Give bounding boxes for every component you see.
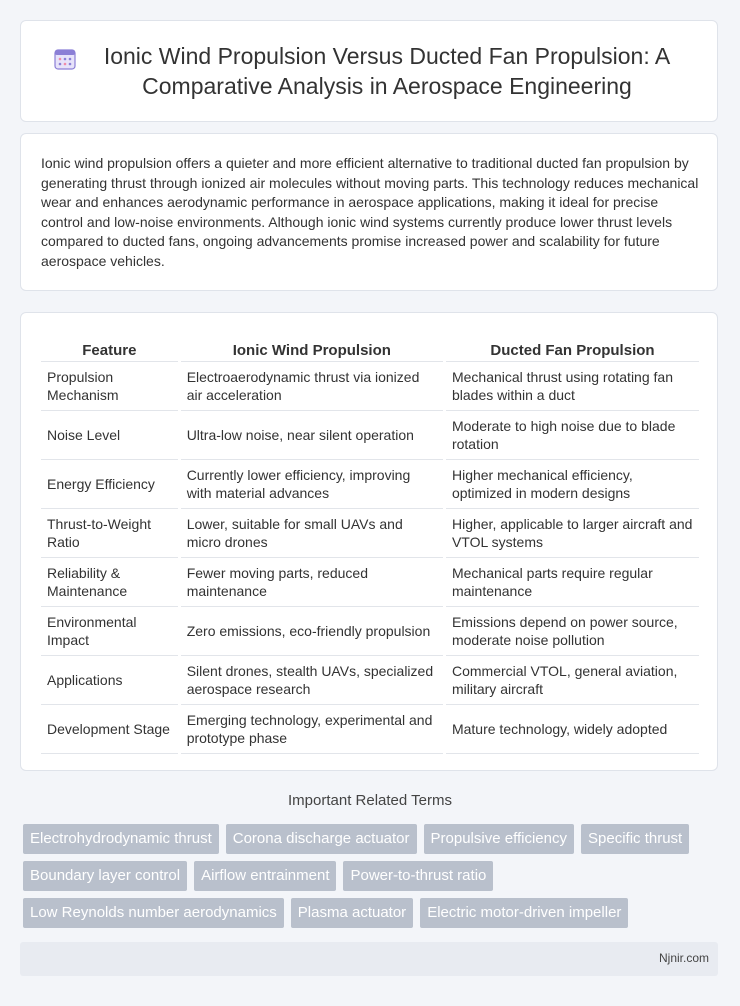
ionic-cell: Ultra-low noise, near silent operation [179,411,444,460]
ionic-cell: Zero emissions, eco-friendly propulsion [179,607,444,656]
header-ducted-fan: Ducted Fan Propulsion [444,333,699,362]
related-term-tag[interactable]: Propulsive efficiency [424,824,574,854]
table-header-row [41,333,699,362]
calendar-icon [53,47,77,71]
related-term-tag[interactable]: Electrohydrodynamic thrust [23,824,219,854]
comparison-table [41,333,699,754]
table-row [41,656,699,705]
related-term-tag[interactable]: Electric motor-driven impeller [420,898,628,928]
feature-cell: Noise Level [41,411,179,460]
feature-cell: Development Stage [41,705,179,754]
intro-paragraph: Ionic wind propulsion offers a quieter and more efficient alternative to traditional ducted fan propulsion by generating thrust through ionized air molecules without moving parts. This technology reduces mechanical wear and enhances aerodynamic performance in aerospace applications, making it ideal for precise control and low-noise environments. Although ionic wind systems currently produce lower thrust levels compared to ducted fans, ongoing advancements promise increased power and scalability for future aerospace vehicles. [41,155,699,269]
ducted-cell: Commercial VTOL, general aviation, military aircraft [444,656,699,705]
feature-cell: Applications [41,656,179,705]
ducted-cell: Emissions depend on power source, moderate noise pollution [444,607,699,656]
related-term-tag[interactable]: Plasma actuator [291,898,413,928]
feature-cell: Propulsion Mechanism [41,362,179,411]
table-row [41,607,699,656]
table-row [41,509,699,558]
related-term-tag[interactable]: Corona discharge actuator [226,824,417,854]
ducted-cell: Mechanical thrust using rotating fan blades within a duct [444,362,699,411]
header-feature: Feature [41,333,179,362]
ducted-cell: Higher, applicable to larger aircraft and VTOL systems [444,509,699,558]
header-ionic-wind: Ionic Wind Propulsion [179,333,444,362]
ducted-cell: Mature technology, widely adopted [444,705,699,754]
feature-cell: Reliability & Maintenance [41,558,179,607]
table-row [41,362,699,411]
related-terms-heading: Important Related Terms [288,792,452,809]
ionic-cell: Currently lower efficiency, improving with material advances [179,460,444,509]
ionic-cell: Silent drones, stealth UAVs, specialized aerospace research [179,656,444,705]
related-terms-list [23,824,717,928]
ducted-cell: Higher mechanical efficiency, optimized in modern designs [444,460,699,509]
related-term-tag[interactable]: Airflow entrainment [194,861,336,891]
title-card [20,20,718,122]
intro-card [20,133,718,291]
table-row [41,705,699,754]
ionic-cell: Lower, suitable for small UAVs and micro drones [179,509,444,558]
feature-cell: Energy Efficiency [41,460,179,509]
feature-cell: Environmental Impact [41,607,179,656]
table-row [41,411,699,460]
footer [20,942,718,976]
ionic-cell: Fewer moving parts, reduced maintenance [179,558,444,607]
ionic-cell: Electroaerodynamic thrust via ionized air acceleration [179,362,444,411]
comparison-table-card [20,312,718,771]
page-title: Ionic Wind Propulsion Versus Ducted Fan Propulsion: A Comparative Analysis in Aerospace Engineering [103,43,671,99]
related-term-tag[interactable]: Low Reynolds number aerodynamics [23,898,284,928]
related-term-tag[interactable]: Boundary layer control [23,861,187,891]
ionic-cell: Emerging technology, experimental and prototype phase [179,705,444,754]
table-row [41,460,699,509]
related-term-tag[interactable]: Power-to-thrust ratio [343,861,493,891]
ducted-cell: Moderate to high noise due to blade rotation [444,411,699,460]
footer-site-link[interactable]: Njnir.com [658,951,709,965]
feature-cell: Thrust-to-Weight Ratio [41,509,179,558]
table-row [41,558,699,607]
related-term-tag[interactable]: Specific thrust [581,824,689,854]
ducted-cell: Mechanical parts require regular maintenance [444,558,699,607]
